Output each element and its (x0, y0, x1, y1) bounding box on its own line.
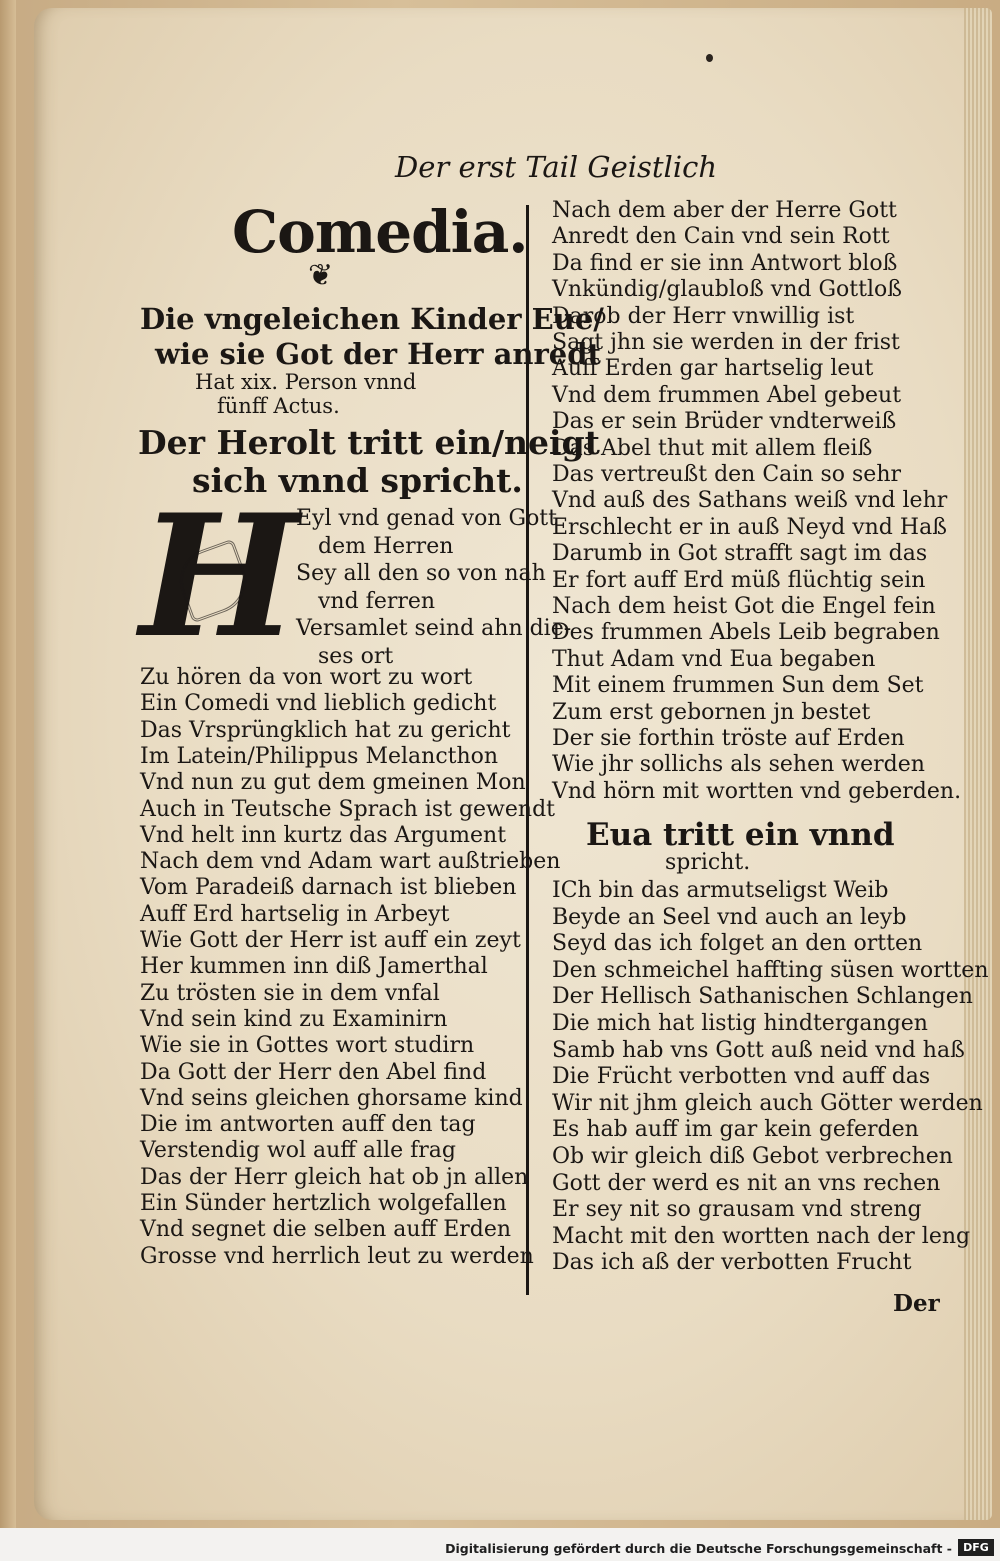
verse-line: Da find er sie inn Antwort bloß (552, 250, 898, 276)
verse-line: Vnd dem frummen Abel gebeut (552, 382, 902, 408)
verse-line: Des frummen Abels Leib begraben (552, 620, 940, 646)
verse-line: Erschlecht er in auß Neyd vnd Haß (552, 514, 947, 540)
verse-line: Sey all den so von nah (296, 561, 546, 586)
verse-line: Vnkündig/glaubloß vnd Gottloß (552, 277, 902, 303)
subtitle-line-1: Die vngeleichen Kinder Eue/ (140, 302, 604, 336)
verse-line: Er sey nit so grausam vnd streng (552, 1197, 922, 1223)
verse-line: Zu trösten sie in dem vnfal (140, 980, 440, 1006)
herold-heading-1: Der Herolt tritt ein/neigt (138, 423, 600, 462)
verse-line: Ein Sünder hertzlich wolgefallen (140, 1191, 507, 1216)
herold-heading-2: sich vnnd spricht. (192, 461, 523, 500)
verse-line: Das Vrsprüngklich hat zu gericht (140, 717, 511, 743)
verse-line: Vnd auß des Sathans weiß vnd lehr (552, 488, 948, 514)
catchword: Der (893, 1290, 940, 1317)
verse-line: Auff Erden gar hartselig leut (552, 356, 874, 382)
verse-line: Zum erst gebornen jn bestet (552, 699, 871, 725)
verse-line: Im Latein/Philippus Melancthon (140, 743, 499, 769)
verse-line: Das ich aß der verbotten Frucht (552, 1250, 912, 1276)
verse-line: Vnd hörn mit wortten vnd geberden. (552, 778, 962, 804)
verse-line: Sagt jhn sie werden in der frist (552, 330, 900, 355)
verse-line: Anredt den Cain vnd sein Rott (552, 224, 890, 250)
eua-heading-1: Eua tritt ein vnnd (586, 817, 895, 853)
verse-line: Nach dem aber der Herre Gott (552, 198, 897, 223)
funding-notice: Digitalisierung gefördert durch die Deutsche Forschungsgemeinschaft - (445, 1541, 952, 1556)
verse-line: Ob wir gleich diß Gebot verbrechen (552, 1144, 953, 1169)
verse-line: Wie jhr sollichs als sehen werden (552, 752, 925, 778)
verse-line: Es hab auff im gar kein geferden (552, 1117, 919, 1143)
verse-line: Wir nit jhm gleich auch Götter werden (552, 1090, 983, 1116)
verse-line: vnd ferren (318, 589, 436, 614)
page-edge (964, 8, 992, 1520)
verse-line: Darob der Herr vnwillig ist (552, 303, 855, 329)
verse-line: Nach dem vnd Adam wart außtrieben (140, 849, 561, 875)
verse-line: Ein Comedi vnd lieblich gedicht (140, 691, 497, 717)
verse-line: Versamlet seind ahn die- (296, 616, 572, 641)
verse-line: Her kummen inn diß Jamerthal (140, 954, 488, 980)
verse-line: Vnd segnet die selben auff Erden (140, 1217, 512, 1243)
verse-line: Er fort auff Erd müß flüchtig sein (552, 567, 926, 593)
verse-line: Wie Gott der Herr ist auff ein zeyt (140, 928, 521, 953)
persons-line-1: Hat xix. Person vnnd (195, 370, 417, 394)
verse-line: Da Gott der Herr den Abel find (140, 1059, 487, 1085)
verse-line: Seyd das ich folget an den ortten (552, 931, 923, 957)
verse-line: Grosse vnd herrlich leut zu werden (140, 1243, 534, 1269)
verse-line: Nach dem heist Got die Engel fein (552, 594, 936, 619)
verse-line: Die Frücht verbotten vnd auff das (552, 1064, 931, 1090)
verse-line: Das Abel thut mit allem fleiß (552, 435, 873, 461)
ink-spot (706, 54, 713, 62)
verse-line: Der Hellisch Sathanischen Schlangen (552, 984, 973, 1010)
verse-line: ses ort (318, 644, 394, 669)
verse-line: ICh bin das armutseligst Weib (552, 878, 889, 903)
verse-line: Zu hören da von wort zu wort (140, 665, 473, 690)
verse-line: dem Herren (318, 534, 454, 559)
verse-line: Der sie forthin tröste auf Erden (552, 726, 905, 751)
verse-line: Die im antworten auff den tag (140, 1112, 476, 1138)
verse-line: Darumb in Got strafft sagt im das (552, 541, 928, 567)
verse-line: Macht mit den wortten nach der leng (552, 1223, 971, 1249)
verse-line: Den schmeichel haffting süsen wortten (552, 957, 989, 983)
verse-line: Vnd nun zu gut dem gmeinen Mon (140, 770, 526, 796)
decorated-initial: H (139, 477, 299, 675)
fleuron-ornament: ❦ (308, 258, 334, 293)
verse-line: Auch in Teutsche Sprach ist gewendt (140, 796, 556, 822)
verse-line: Vnd helt inn kurtz das Argument (140, 822, 507, 848)
verse-line: Die mich hat listig hindtergangen (552, 1011, 928, 1036)
verse-line: Mit einem frummen Sun dem Set (552, 673, 924, 699)
subtitle-line-2: wie sie Got der Herr anredt (155, 337, 601, 371)
verse-line: Beyde an Seel vnd auch an leyb (552, 904, 907, 930)
verse-line: Samb hab vns Gott auß neid vnd haß (552, 1037, 965, 1063)
verse-line: Eyl vnd genad von Gott (296, 506, 557, 531)
verse-line: Thut Adam vnd Eua begaben (552, 646, 876, 672)
verse-line: Das vertreußt den Cain so sehr (552, 462, 902, 487)
book-spine (0, 0, 16, 1528)
eua-heading-2: spricht. (665, 850, 751, 875)
verse-line: Verstendig wol auff alle frag (140, 1138, 456, 1164)
page-title: Comedia. (232, 198, 528, 266)
verse-line: Vnd sein kind zu Examinirn (140, 1006, 448, 1032)
dfg-logo: DFG (958, 1539, 994, 1556)
persons-line-2: fünff Actus. (217, 394, 340, 418)
verse-line: Vom Paradeiß darnach ist blieben (140, 875, 517, 901)
verse-line: Das der Herr gleich hat ob jn allen (140, 1164, 529, 1190)
verse-line: Vnd seins gleichen ghorsame kind (140, 1085, 523, 1111)
verse-line: Auff Erd hartselig in Arbeyt (140, 901, 450, 927)
verse-line: Gott der werd es nit an vns rechen (552, 1170, 941, 1196)
verse-line: Wie sie in Gottes wort studirn (140, 1033, 475, 1059)
running-head: Der erst Tail Geistlich (395, 150, 718, 184)
verse-line: Das er sein Brüder vndterweiß (552, 409, 897, 435)
